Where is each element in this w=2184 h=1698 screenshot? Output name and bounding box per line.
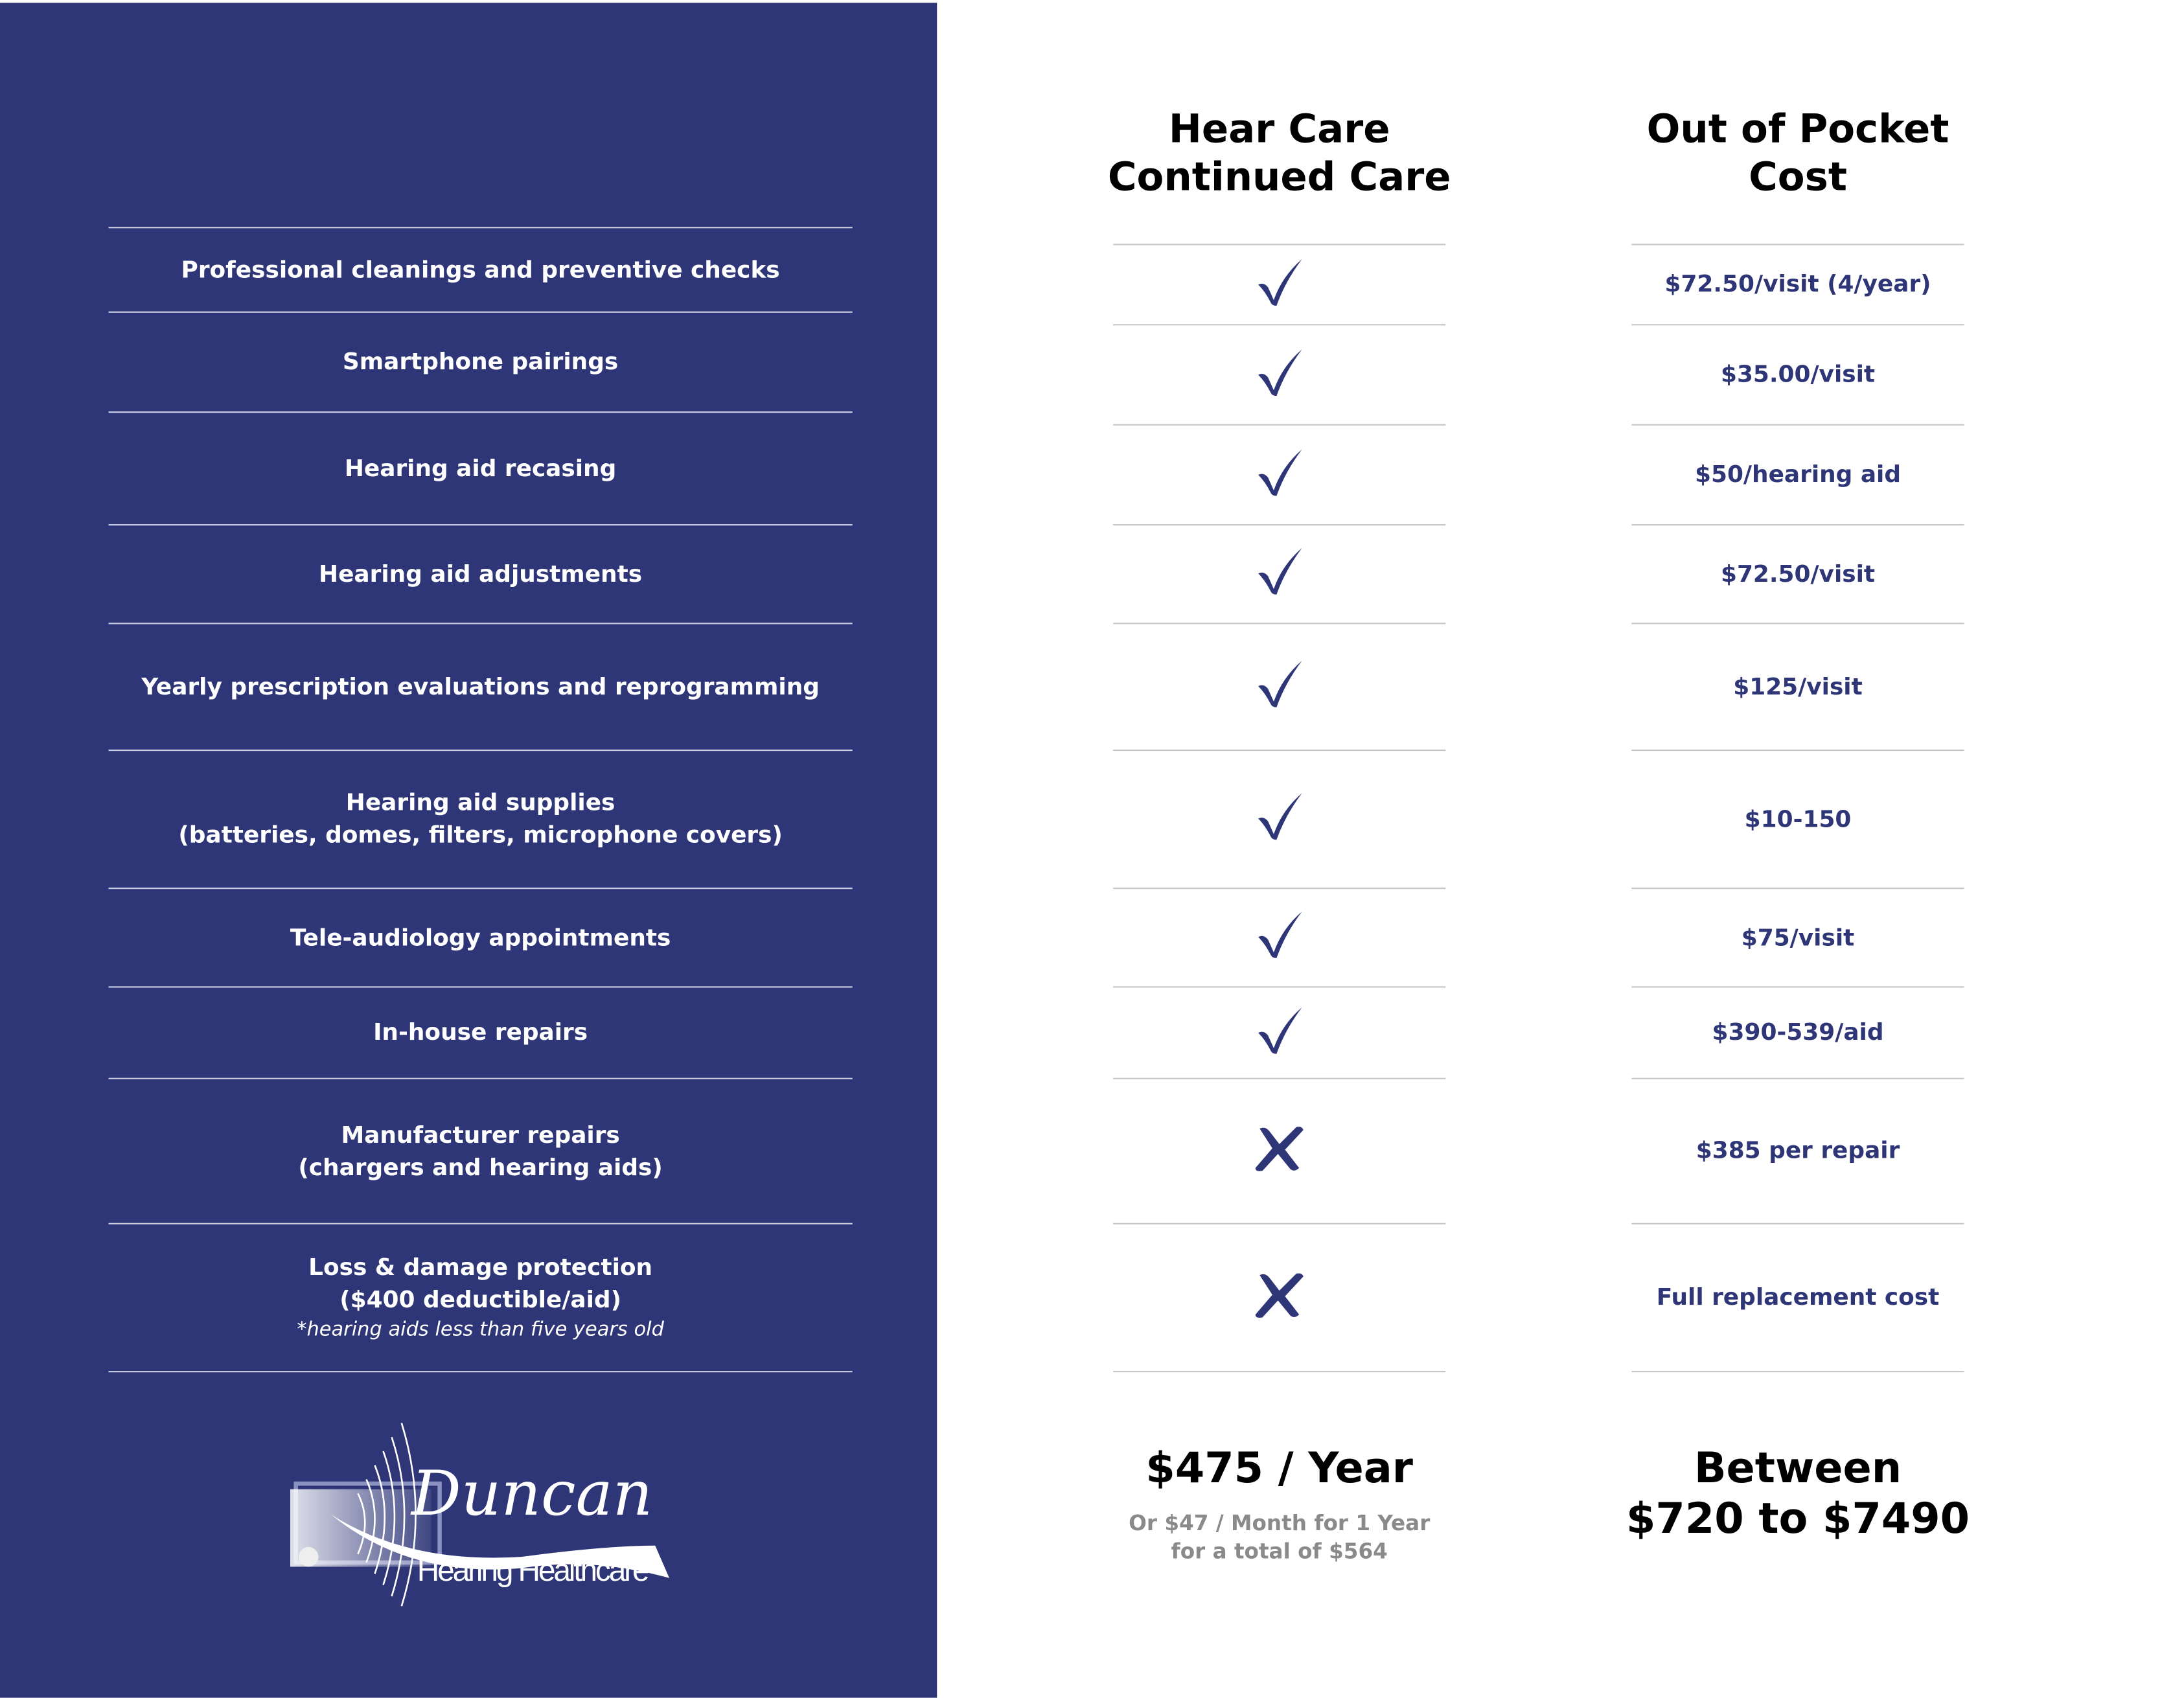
feature-text: (batteries, domes, filters, microphone covers) bbox=[178, 821, 783, 849]
feature-text: Professional cleanings and preventive checks bbox=[181, 255, 780, 283]
feature-text: Hearing aid adjustments bbox=[319, 560, 643, 587]
cost-value: $390-539/aid bbox=[1712, 1018, 1884, 1046]
checkmark-icon bbox=[1254, 658, 1305, 715]
included-mark bbox=[1113, 750, 1445, 888]
checkmark-icon bbox=[1254, 909, 1305, 965]
excluded-mark bbox=[1113, 1078, 1445, 1223]
feature-text: Smartphone pairings bbox=[342, 348, 619, 375]
cost-value: $75/visit bbox=[1741, 923, 1855, 950]
feature-label bbox=[108, 524, 852, 623]
feature-label bbox=[108, 1223, 852, 1371]
oop-header-line2: Cost bbox=[1749, 154, 1847, 200]
included-mark bbox=[1113, 424, 1445, 524]
cost-value: $35.00/visit bbox=[1720, 360, 1876, 388]
included-mark bbox=[1113, 888, 1445, 986]
checkmark-icon bbox=[1254, 545, 1305, 602]
logo-wordmark: Duncan bbox=[411, 1456, 653, 1530]
feature-label bbox=[108, 623, 852, 750]
feature-note: *hearing aids less than five years old bbox=[297, 1318, 664, 1341]
cost-value: $50/hearing aid bbox=[1695, 461, 1902, 488]
divider bbox=[108, 1371, 852, 1372]
plan-header bbox=[1085, 106, 1474, 201]
feature-text: Hearing aid supplies bbox=[345, 788, 615, 816]
oop-total-line2: $720 to $7490 bbox=[1626, 1495, 1970, 1544]
out-of-pocket-header bbox=[1604, 106, 1992, 201]
included-mark bbox=[1113, 324, 1445, 424]
plan-total-note: for a total of $564 bbox=[1171, 1538, 1388, 1565]
included-mark bbox=[1113, 244, 1445, 324]
checkmark-icon bbox=[1254, 256, 1305, 312]
plan-header-line2: Continued Care bbox=[1107, 154, 1451, 200]
feature-text: ($400 deductible/aid) bbox=[339, 1285, 621, 1313]
feature-label bbox=[108, 411, 852, 524]
cost-value: $125/visit bbox=[1733, 672, 1863, 700]
feature-text: Hearing aid recasing bbox=[344, 454, 617, 481]
divider bbox=[1631, 1371, 1964, 1372]
oop-total-line1: Between bbox=[1694, 1444, 1902, 1494]
plan-header-line1: Hear Care bbox=[1168, 106, 1390, 152]
feature-text: Yearly prescription evaluations and reprogramming bbox=[141, 672, 820, 700]
feature-label bbox=[108, 888, 852, 986]
x-icon bbox=[1251, 1268, 1307, 1325]
checkmark-icon bbox=[1254, 1004, 1305, 1061]
included-mark bbox=[1113, 623, 1445, 750]
feature-label bbox=[108, 986, 852, 1077]
checkmark-icon bbox=[1254, 346, 1305, 402]
feature-text: In-house repairs bbox=[373, 1018, 588, 1046]
excluded-mark bbox=[1113, 1223, 1445, 1371]
divider bbox=[1113, 1371, 1445, 1372]
oop-header-line1: Out of Pocket bbox=[1646, 106, 1949, 152]
feature-text: Loss & damage protection bbox=[308, 1253, 653, 1280]
cost-value: $10-150 bbox=[1744, 805, 1852, 832]
feature-label bbox=[108, 312, 852, 411]
oop-total bbox=[1604, 1444, 1992, 1546]
feature-text: Tele-audiology appointments bbox=[290, 923, 671, 950]
cost-value: $72.50/visit bbox=[1720, 560, 1876, 587]
logo-tagline: Hearing Healthcare bbox=[417, 1554, 650, 1589]
cost-value: $385 per repair bbox=[1695, 1137, 1900, 1164]
cost-value: $72.50/visit (4/year) bbox=[1664, 270, 1931, 297]
duncan-logo bbox=[282, 1416, 691, 1620]
checkmark-icon bbox=[1254, 446, 1305, 502]
cost-value: Full replacement cost bbox=[1656, 1283, 1940, 1311]
plan-price: $475 / Year bbox=[1145, 1444, 1413, 1494]
feature-label bbox=[108, 750, 852, 888]
feature-text: Manufacturer repairs bbox=[341, 1121, 620, 1148]
feature-label bbox=[108, 227, 852, 311]
feature-text: (chargers and hearing aids) bbox=[298, 1153, 663, 1180]
x-icon bbox=[1251, 1122, 1307, 1178]
checkmark-icon bbox=[1254, 790, 1305, 847]
plan-monthly-note: Or $47 / Month for 1 Year bbox=[1129, 1510, 1431, 1536]
feature-label bbox=[108, 1078, 852, 1223]
included-mark bbox=[1113, 986, 1445, 1077]
included-mark bbox=[1113, 524, 1445, 623]
